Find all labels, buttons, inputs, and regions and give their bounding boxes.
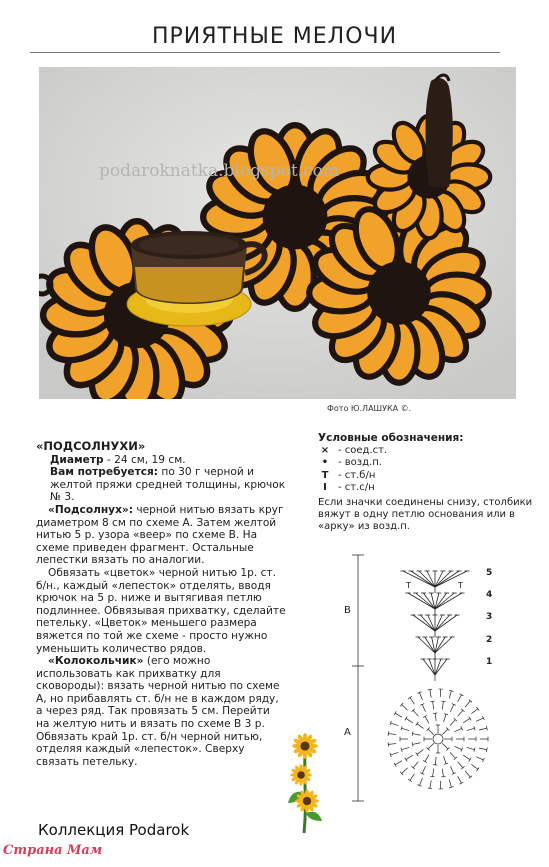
- row-number: 1: [486, 657, 493, 667]
- site-stamp: Страна Мам: [3, 843, 103, 858]
- single-crochet-icon: Т: [321, 469, 329, 481]
- page-header: [0, 0, 549, 58]
- row-number: 3: [486, 612, 493, 622]
- page-title: ПРИЯТНЫЕ МЕЛОЧИ: [151, 24, 398, 49]
- legend-note: Если значки соединены снизу, столбики вяжут в одну петлю основания или в «арку» из возд.п.: [318, 496, 533, 532]
- bell-instructions: «Колокольчик» (его можно использовать как прихватку для сковороды): вязать черной нитью по схеме А, но прибавлять ст. б/н не в каждом ряду, а через ряд. Так провязать 5 см. Перейти на желтую нить и вязать по схеме В 3 р. Обвязать край 1р. ст. б/н черной нитью, отделяя каждый «лепесток». Сверху связать петельку.: [36, 655, 280, 768]
- watermark-text: podaroknatka.blogspot.com: [99, 161, 339, 181]
- section-a-label: A: [344, 727, 351, 738]
- row-number: 2: [486, 635, 493, 645]
- article-title: «ПОДСОЛНУХИ»: [36, 439, 146, 453]
- section-b-label: B: [344, 605, 351, 616]
- sunflower-potholders-illustration: [39, 67, 516, 399]
- legend-item: Ι - ст.с/н: [318, 482, 538, 495]
- legend-item: × - соед.ст.: [318, 445, 538, 458]
- row-number: 4: [486, 590, 493, 600]
- svg-text:Т: Т: [406, 581, 411, 590]
- photo-credit: Фото Ю.ЛАШУКА ©.: [327, 404, 412, 413]
- collection-caption: Коллекция Podarok: [38, 821, 190, 839]
- sunflower-instructions: «Подсолнух»: черной нитью вязать круг диаметром 8 см по схеме А. Затем желтой нитью 5 р. узора «веер» по схеме В. На схеме приведен фрагмент. Остальные лепестки вязать по аналогии.: [36, 503, 284, 567]
- product-photo: [39, 67, 516, 399]
- svg-text:Т: Т: [458, 581, 463, 590]
- crochet-chart: [320, 553, 510, 803]
- legend-item: • - возд.п.: [318, 457, 538, 470]
- sunflower-decoration: [280, 733, 330, 833]
- article-text: [36, 440, 286, 768]
- double-crochet-icon: Ι: [323, 482, 327, 494]
- symbol-legend: [318, 432, 538, 533]
- diameter-line: Диаметр - 24 см, 19 см.: [50, 453, 186, 466]
- fan-pattern: [401, 571, 470, 675]
- header-rule: [30, 52, 500, 53]
- materials-line: Вам потребуется: по 30 г черной и желтой пряжи средней толщины, крючок № 3.: [50, 466, 286, 504]
- flower-edging-instructions: Обвязать «цветок» черной нитью 1р. ст. б/н., каждый «лепесток» отделять, вводя крючок на 5 р. ниже и вытягивая петлю подлиннее. Обвязывая прихватку, сделайте петельку. «Цветок» меньшего размера вяжется по той же схеме - просто нужно уменьшить количество рядов.: [36, 566, 286, 655]
- chain-stitch-icon: •: [321, 457, 329, 469]
- circle-pattern: [388, 675, 488, 789]
- slip-stitch-icon: ×: [320, 444, 330, 456]
- legend-item: Т - ст.б/н: [318, 470, 538, 483]
- row-number: 5: [486, 568, 493, 578]
- legend-title: Условные обозначения:: [318, 432, 464, 444]
